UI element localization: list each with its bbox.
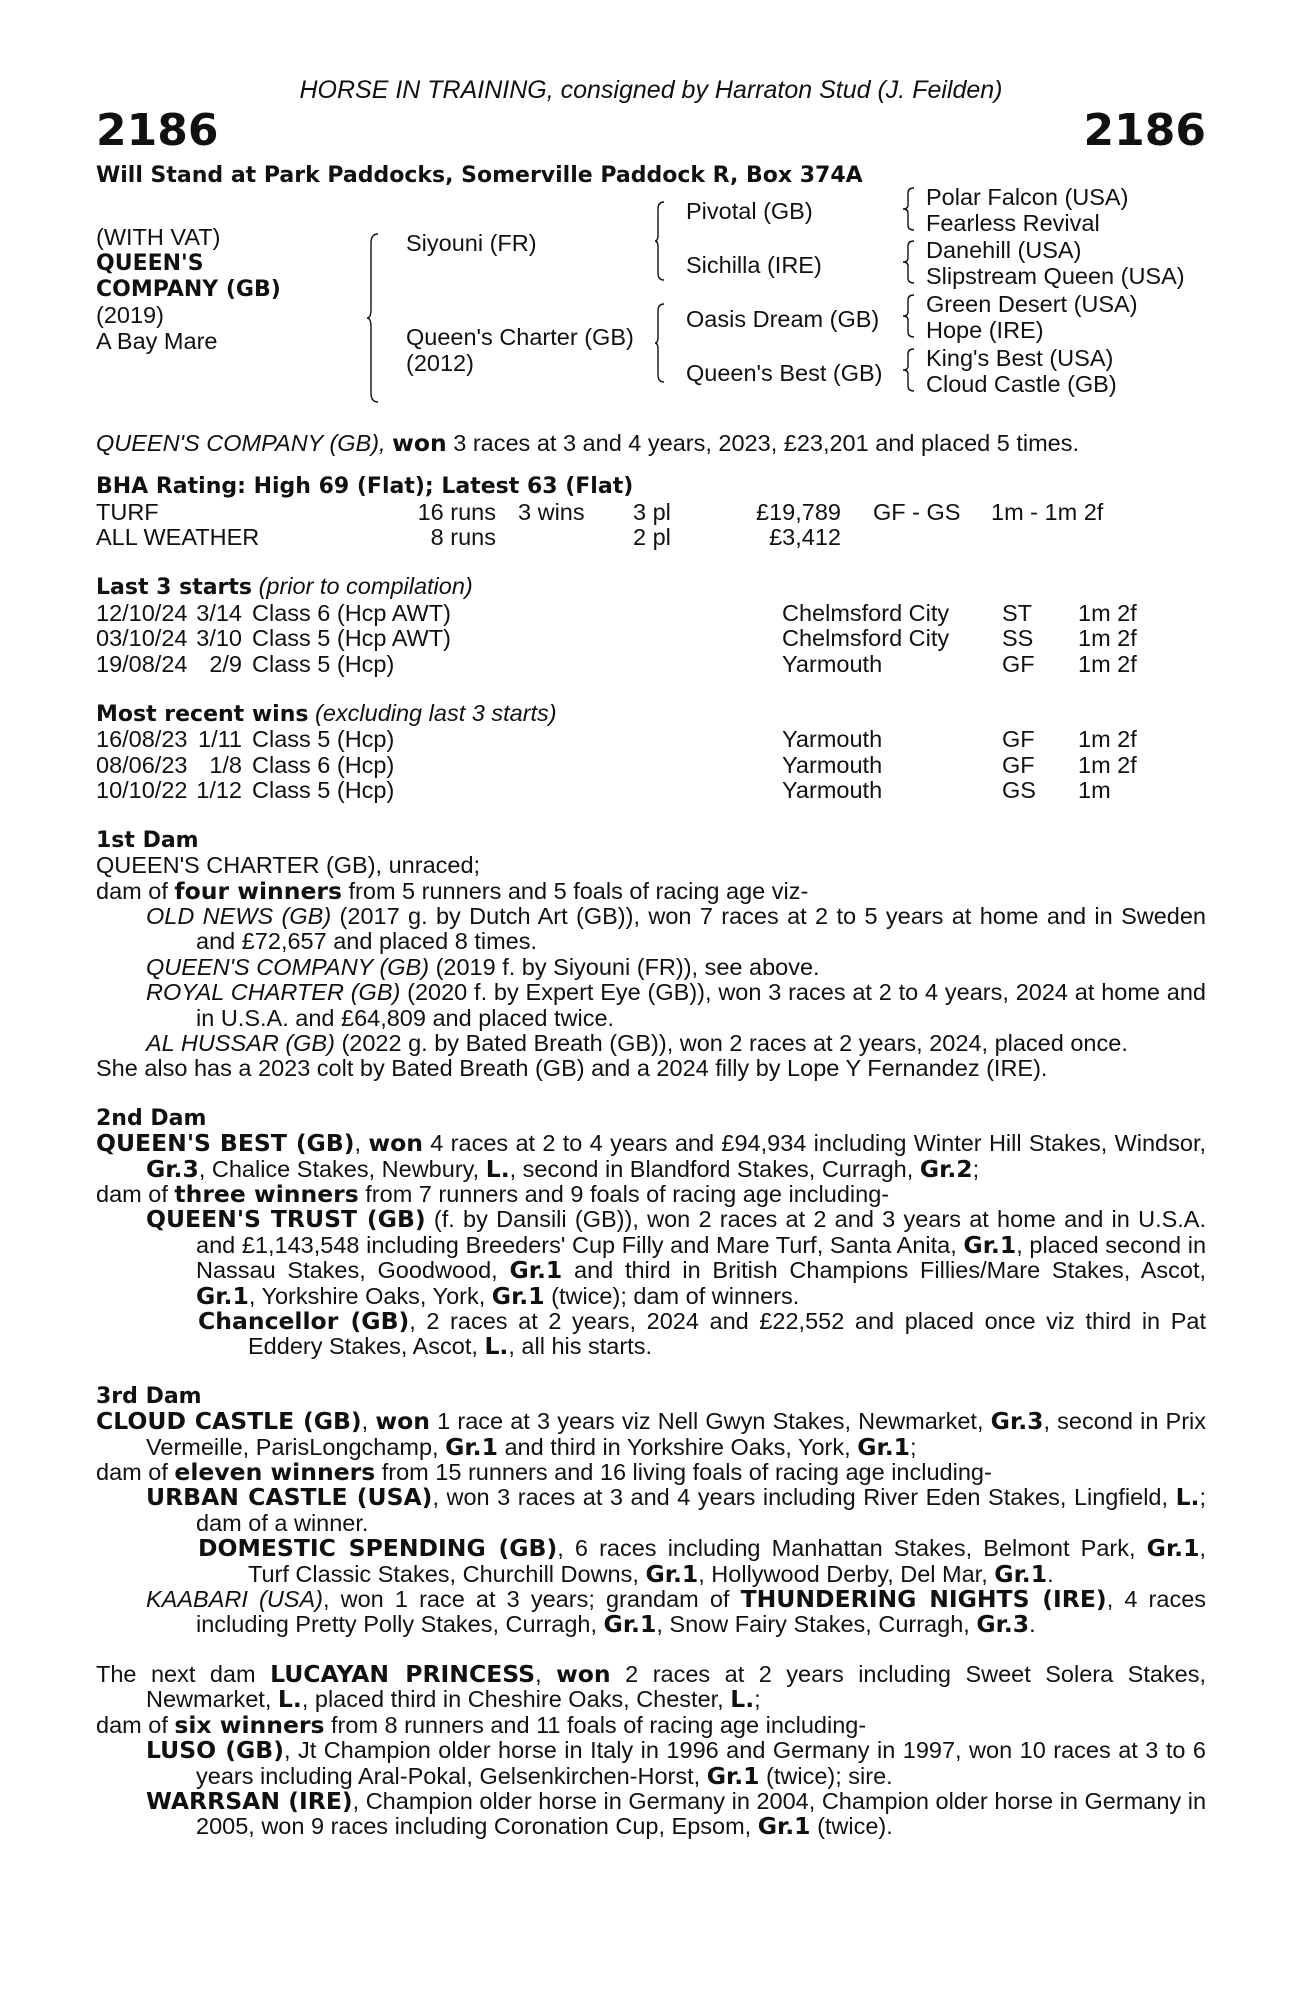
dd-dam: Cloud Castle (GB) (926, 370, 1117, 397)
rating-table (96, 500, 1103, 551)
bha-rating-heading: BHA Rating: High 69 (Flat); Latest 63 (Flat) (96, 474, 634, 500)
horse-name-line1: QUEEN'S (96, 250, 204, 276)
table-row: 10/10/22 1/12 Class 5 (Hcp) Yarmouth GS 1m (96, 777, 1111, 804)
dam2-heading: 2nd Dam (96, 1105, 207, 1131)
table-row: ALL WEATHER 8 runs 2 pl £3,412 (96, 524, 841, 551)
lot-number-right: 2186 (1083, 105, 1206, 157)
table-row: 12/10/24 3/14 Class 6 (Hcp AWT) Chelmsford City ST 1m 2f (96, 599, 1137, 626)
brace-horse (366, 233, 380, 403)
lot-number-left: 2186 (96, 105, 219, 157)
dam1-progeny-3: ROYAL CHARTER (GB) (2020 f. by Expert Eye (GB)), won 3 races at 2 to 4 years, 2024 at home and in U.S.A. and £64,809 and placed twice. (146, 979, 1206, 1031)
recent-wins-heading: Most recent wins (excluding last 3 starts) (96, 700, 557, 728)
sd-sire: Danehill (USA) (926, 236, 1082, 263)
brace-dd (902, 348, 916, 392)
dam1-progeny-4: AL HUSSAR (GB) (2022 g. by Bated Breath (GB)), won 2 races at 2 years, 2024, placed once. (146, 1029, 1128, 1056)
dam: Queen's Charter (GB) (406, 323, 634, 350)
dam1-dam-of: dam of four winners from 5 runners and 5 foals of racing age viz- (96, 876, 809, 905)
ds-dam: Hope (IRE) (926, 316, 1044, 343)
sire: Siyouni (FR) (406, 229, 537, 256)
dam3-progeny-1: URBAN CASTLE (USA), won 3 races at 3 and 4 years including River Eden Stakes, Lingfield, L.; dam of a winner. (146, 1483, 1206, 1536)
table-row: 16/08/23 1/11 Class 5 (Hcp) Yarmouth GF 1m 2f (96, 726, 1137, 753)
catalogue-page (96, 78, 1206, 1840)
dam2-progeny-1: QUEEN'S TRUST (GB) (f. by Dansili (GB)), won 2 races at 2 and 3 years at home and in U.S.A. and £1,143,548 including Breeders' Cup Filly and Mare Turf, Santa Anita, Gr.1, placed second in Nassau Stakes, Goodwood, Gr.1 and third in British Champions Fillies/Mare Stakes, Ascot, Gr.1, Yorkshire Oaks, York, Gr.1 (twice); dam of winners. (146, 1205, 1207, 1310)
brace-sd (902, 240, 916, 284)
sd-dam: Slipstream Queen (USA) (926, 262, 1185, 289)
dam3-grandprogeny-1: DOMESTIC SPENDING (GB), 6 races including Manhattan Stakes, Belmont Park, Gr.1, Turf Classic Stakes, Churchill Downs, Gr.1, Hollywood Derby, Del Mar, Gr.1. (198, 1534, 1206, 1588)
next-dam-progeny-1: LUSO (GB), Jt Champion older horse in Italy in 1996 and Germany in 1997, won 10 races at 3 to 6 years including Aral-Pokal, Gelsenkirchen-Horst, Gr.1 (twice); sire. (146, 1736, 1206, 1790)
stand-location: Will Stand at Park Paddocks, Somerville Paddock R, Box 374A (96, 163, 863, 189)
race-summary: QUEEN'S COMPANY (GB), won 3 races at 3 and 4 years, 2023, £23,201 and placed 5 times. (96, 428, 1080, 457)
sire-dam: Sichilla (IRE) (686, 251, 822, 278)
last-3-heading: Last 3 starts (prior to compilation) (96, 573, 473, 601)
dam1-progeny-2: QUEEN'S COMPANY (GB) (2019 f. by Siyouni (FR)), see above. (146, 953, 820, 980)
table-row: 03/10/24 3/10 Class 5 (Hcp AWT) Chelmsford City SS 1m 2f (96, 625, 1137, 652)
next-dam-progeny-2: WARRSAN (IRE), Champion older horse in Germany in 2004, Champion older horse in Germany in 2005, won 9 races including Coronation Cup, Epsom, Gr.1 (twice). (146, 1786, 1207, 1841)
vat-note: (WITH VAT) (96, 223, 221, 250)
sire-sire: Pivotal (GB) (686, 197, 813, 224)
next-dam-record: The next dam LUCAYAN PRINCESS, won 2 races at 2 years including Sweet Solera Stakes, Newmarket, L., placed third in Cheshire Oaks, Chester, L.; (96, 1659, 1207, 1714)
last-3-table (96, 601, 1137, 677)
dd-sire: King's Best (USA) (926, 344, 1114, 371)
table-row: TURF 16 runs 3 wins 3 pl £19,789 GF - GS 1m - 1m 2f (96, 498, 1104, 525)
dam2-record: QUEEN'S BEST (GB), won 4 races at 2 to 4 years and £94,934 including Winter Hill Stakes, Windsor, Gr.3, Chalice Stakes, Newbury, L., second in Blandford Stakes, Curragh, Gr.2; (96, 1129, 1207, 1183)
horse-year: (2019) (96, 301, 164, 328)
brace-dam (654, 303, 666, 383)
horse-name-line2: COMPANY (GB) (96, 276, 281, 302)
dam3-dam-of: dam of eleven winners from 15 runners and 16 living foals of racing age including- (96, 1458, 992, 1487)
dam3-record: CLOUD CASTLE (GB), won 1 race at 3 years viz Nell Gwyn Stakes, Newmarket, Gr.3, second in Prix Vermeille, ParisLongchamp, Gr.1 and third in Yorkshire Oaks, York, Gr.1; (96, 1407, 1207, 1461)
brace-ds (902, 294, 916, 338)
dam1-heading: 1st Dam (96, 827, 199, 853)
table-row: 19/08/24 2/9 Class 5 (Hcp) Yarmouth GF 1m 2f (96, 650, 1137, 677)
brace-sire (654, 201, 666, 281)
horse-sex: A Bay Mare (96, 327, 218, 354)
brace-ss (902, 187, 916, 231)
dam1-also: She also has a 2023 colt by Bated Breath (GB) and a 2024 filly by Lope Y Fernandez (IRE). (96, 1055, 1048, 1082)
ss-sire: Polar Falcon (USA) (926, 183, 1129, 210)
dam3-heading: 3rd Dam (96, 1383, 202, 1409)
recent-wins-table (96, 727, 1137, 803)
consignment-line: HORSE IN TRAINING, consigned by Harraton Stud (J. Feilden) (299, 76, 1003, 104)
dam1-name-line: QUEEN'S CHARTER (GB), unraced; (96, 852, 481, 879)
dam2-grandprogeny-1: Chancellor (GB), 2 races at 2 years, 2024 and £22,552 and placed once viz third in Pat Eddery Stakes, Ascot, L., all his starts. (198, 1307, 1207, 1361)
dam2-dam-of: dam of three winners from 7 runners and 9 foals of racing age including- (96, 1179, 890, 1208)
next-dam-dam-of: dam of six winners from 8 runners and 11 foals of racing age including- (96, 1710, 867, 1739)
table-row: 08/06/23 1/8 Class 6 (Hcp) Yarmouth GF 1m 2f (96, 751, 1137, 778)
ds-sire: Green Desert (USA) (926, 290, 1138, 317)
dam-dam: Queen's Best (GB) (686, 359, 883, 386)
dam3-progeny-2: KAABARI (USA), won 1 race at 3 years; grandam of THUNDERING NIGHTS (IRE), 4 races including Pretty Polly Stakes, Curragh, Gr.1, Snow Fairy Stakes, Curragh, Gr.3. (146, 1585, 1207, 1639)
pedigree-chart (96, 183, 1206, 405)
ss-dam: Fearless Revival (926, 209, 1100, 236)
dam-year: (2012) (406, 349, 474, 376)
dam-sire: Oasis Dream (GB) (686, 305, 880, 332)
dam1-progeny-1: OLD NEWS (GB) (2017 g. by Dutch Art (GB)), won 7 races at 2 to 5 years at home and in Sweden and £72,657 and placed 8 times. (146, 902, 1207, 955)
lot-number-row (96, 105, 1206, 157)
